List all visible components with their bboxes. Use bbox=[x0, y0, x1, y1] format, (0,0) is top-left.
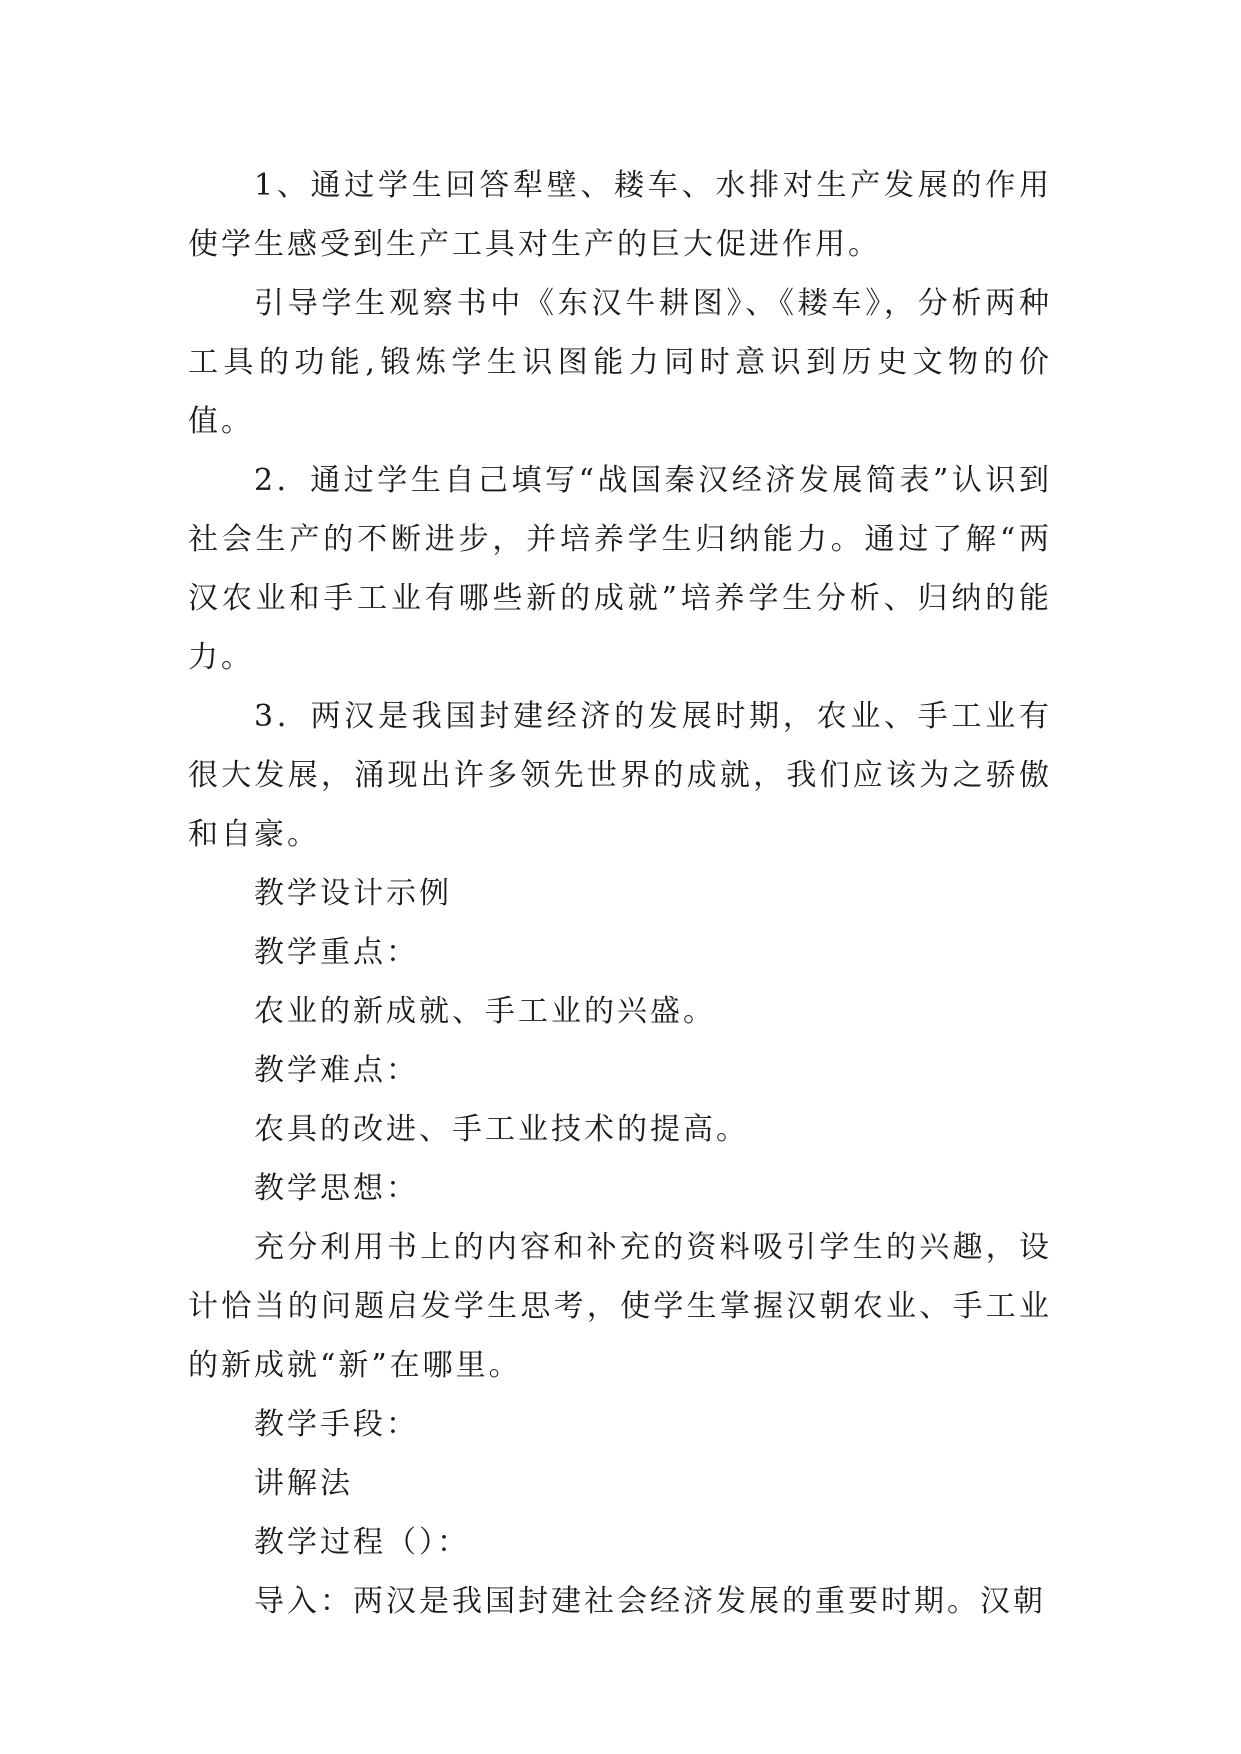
label-key-points: 教学重点： bbox=[254, 935, 419, 970]
text-teaching-idea: 充分利用书上的内容和补充的资料吸引学生的兴趣，设计恰当的问题启发学生思考，使学生掌握汉朝农业、手工业的新成就“新”在哪里。 bbox=[188, 1230, 1052, 1383]
paragraph-han-development: 3．两汉是我国封建经济的发展时期，农业、手工业有很大发展，涌现出许多领先世界的成就，我们应该为之骄傲和自豪。 bbox=[188, 699, 1052, 852]
label-teaching-idea: 教学思想： bbox=[254, 1171, 419, 1206]
text-teaching-means: 讲解法 bbox=[254, 1466, 353, 1501]
label-teaching-means: 教学手段： bbox=[254, 1407, 419, 1442]
label-teaching-process: 教学过程（）： bbox=[254, 1525, 470, 1560]
text-key-points: 农业的新成就、手工业的兴盛。 bbox=[254, 994, 716, 1029]
paragraph-observe-images: 引导学生观察书中《东汉牛耕图》、《耧车》，分析两种工具的功能,锻炼学生识图能力同时意识到历史文物的价值。 bbox=[188, 286, 1052, 439]
paragraph-fill-table: 2．通过学生自己填写“战国秦汉经济发展简表”认识到社会生产的不断进步，并培养学生归纳能力。通过了解“两汉农业和手工业有哪些新的成就”培养学生分析、归纳的能力。 bbox=[188, 463, 1052, 675]
text-difficulties: 农具的改进、手工业技术的提高。 bbox=[254, 1112, 749, 1147]
text-introduction: 导入：两汉是我国封建社会经济发展的重要时期。汉朝 bbox=[254, 1584, 1046, 1619]
label-difficulties: 教学难点： bbox=[254, 1053, 419, 1088]
document-body bbox=[188, 156, 1052, 1631]
heading-design-example: 教学设计示例 bbox=[254, 876, 452, 911]
paragraph-tools-effect: 1、通过学生回答犁壁、耧车、水排对生产发展的作用使学生感受到生产工具对生产的巨大促进作用。 bbox=[188, 168, 1052, 262]
